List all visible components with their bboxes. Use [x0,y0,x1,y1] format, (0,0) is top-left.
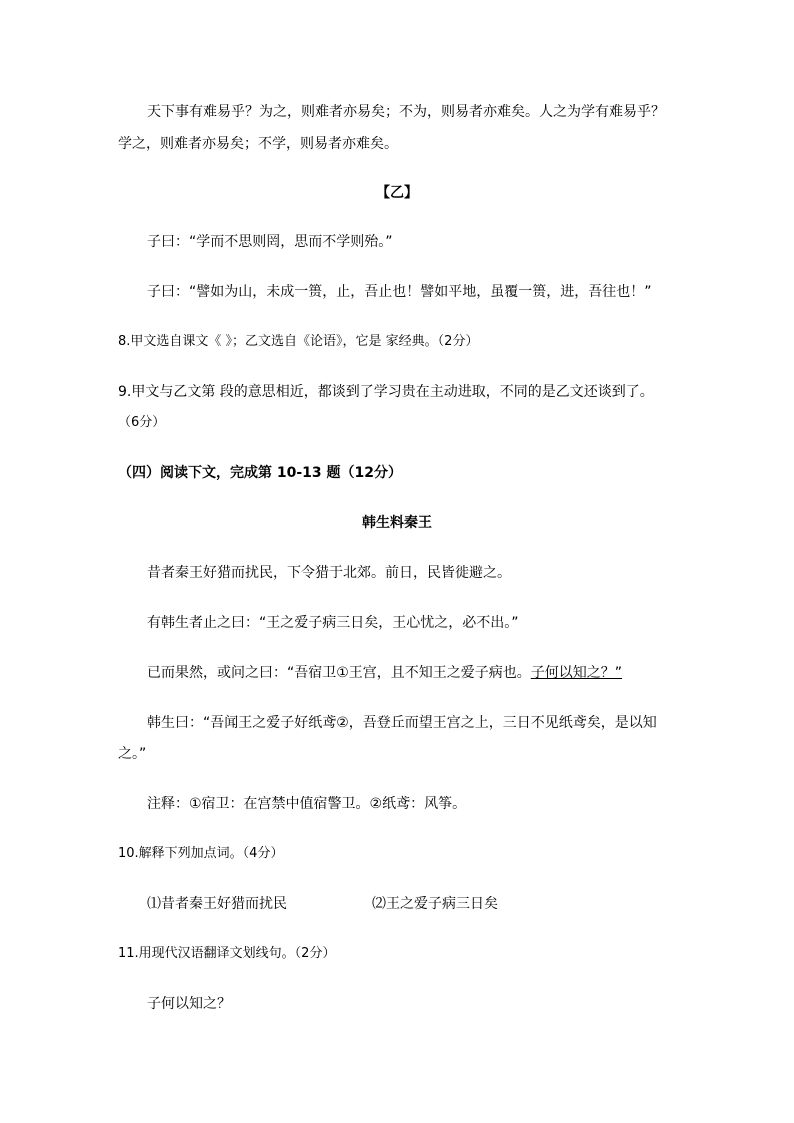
passage-paragraph-3 [147,663,622,683]
passage-paragraph-4-line-1: 韩生曰：“吾闻王之爱子好纸鸢②，吾登丘而望王宫之上，三日不见纸鸢矣，是以知 [147,715,657,731]
question-8: 8.甲文选自课文《 》；乙文选自《论语》，它是 家经典。（2分） [118,334,479,349]
yi-heading: 【乙】 [376,185,418,201]
question-11: 11.用现代汉语翻译文划线句。（2分） [118,946,336,961]
yi-quote-1: 子曰：“学而不思则罔，思而不学则殆。” [147,234,393,250]
jia-text-line-2: 学之，则难者亦易矣；不学，则易者亦难矣。 [118,136,398,152]
yi-quote-2: 子曰：“譬如为山，未成一篑，止，吾止也！譬如平地，虽覆一篑，进，吾往也！” [147,284,652,300]
section-4-heading: （四）阅读下文，完成第 10-13 题（12分） [118,465,403,481]
annotation-note: 注释：①宿卫：在宫禁中值宿警卫。②纸鸢：风筝。 [147,796,467,812]
jia-text-line-1: 天下事有难易乎？为之，则难者亦易矣；不为，则易者亦难矣。人之为学有难易乎？ [147,104,665,120]
question-10: 10.解释下列加点词。（4分） [118,846,284,861]
passage-paragraph-4-line-2: 之。” [118,746,147,762]
paragraph-3-text: 已而果然，或问之曰：“吾宿卫①王宫，且不知王之爱子病也。 [147,665,531,681]
passage-paragraph-2: 有韩生者止之曰：“王之爱子病三日矣，王心忧之，必不出。” [147,615,519,631]
question-10-item-2: ⑵王之爱子病三日矣 [372,896,498,912]
passage-paragraph-1: 昔者秦王好猎而扰民，下令猎于北郊。前日，民皆徙避之。 [147,565,511,581]
question-9-line-1: 9.甲文与乙文第 段的意思相近，都谈到了学习贵在主动进取，不同的是乙文还谈到了。 [118,384,654,400]
question-11-sentence: 子何以知之？ [147,996,231,1012]
underlined-sentence: 子何以知之？” [530,665,623,681]
passage-title: 韩生料秦王 [362,515,432,531]
question-9-line-2: （6分） [118,415,166,430]
question-10-item-1: ⑴昔者秦王好猎而扰民 [147,896,287,912]
